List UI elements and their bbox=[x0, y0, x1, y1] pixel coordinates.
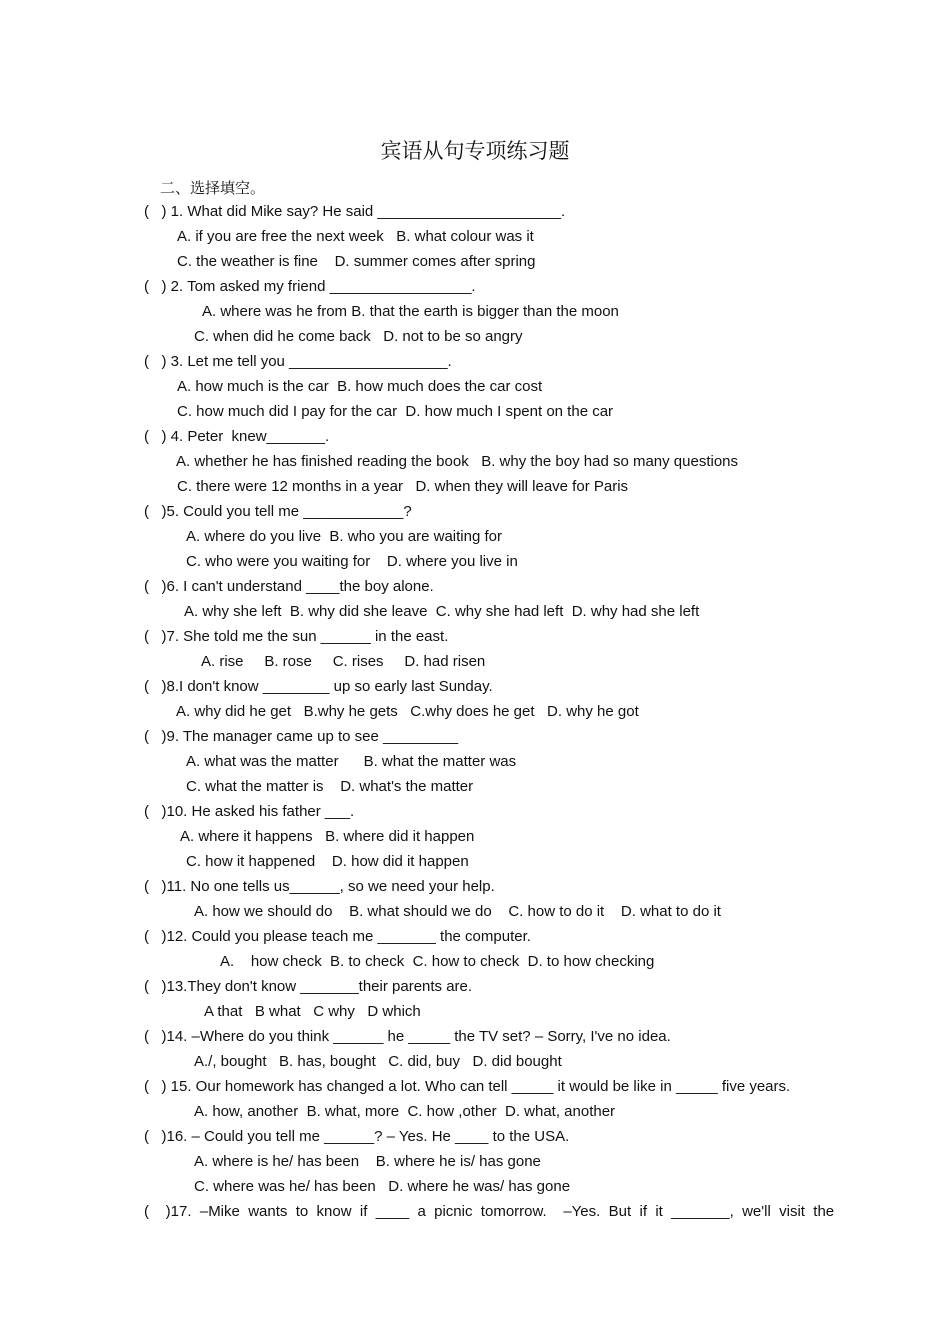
options-15: A. how, another B. what, more C. how ,other D. what, another bbox=[194, 1103, 616, 1120]
options-1b: C. the weather is fine D. summer comes after spring bbox=[177, 253, 536, 270]
options-9b: C. what the matter is D. what's the matter bbox=[186, 778, 474, 795]
page-title: 宾语从句专项练习题 bbox=[380, 139, 570, 163]
question-11: ( )11. No one tells us______, so we need your help. bbox=[144, 878, 495, 895]
question-2: ( ) 2. Tom asked my friend _________________. bbox=[144, 278, 476, 295]
options-2a: A. where was he from B. that the earth is bigger than the moon bbox=[202, 303, 619, 320]
options-6: A. why she left B. why did she leave C. why she had left D. why had she left bbox=[184, 603, 700, 620]
options-12: A. how check B. to check C. how to check D. to how checking bbox=[220, 953, 655, 970]
options-4b: C. there were 12 months in a year D. when they will leave for Paris bbox=[177, 478, 629, 495]
options-14: A./, bought B. has, bought C. did, buy D. did bought bbox=[194, 1053, 562, 1070]
options-10a: A. where it happens B. where did it happen bbox=[180, 828, 475, 845]
options-2b: C. when did he come back D. not to be so angry bbox=[194, 328, 523, 345]
question-8: ( )8.I don't know ________ up so early last Sunday. bbox=[144, 678, 493, 695]
options-3a: A. how much is the car B. how much does the car cost bbox=[177, 378, 543, 395]
question-6: ( )6. I can't understand ____the boy alone. bbox=[144, 578, 434, 595]
question-3: ( ) 3. Let me tell you ___________________. bbox=[144, 353, 452, 370]
options-16b: C. where was he/ has been D. where he was/ has gone bbox=[194, 1178, 571, 1195]
options-7: A. rise B. rose C. rises D. had risen bbox=[201, 653, 486, 670]
question-1: ( ) 1. What did Mike say? He said ______________________. bbox=[144, 203, 566, 220]
question-15: ( ) 15. Our homework has changed a lot. Who can tell _____ it would be like in _____ five years. bbox=[144, 1078, 791, 1095]
question-12: ( )12. Could you please teach me _______ the computer. bbox=[144, 928, 531, 945]
question-13: ( )13.They don't know _______their parents are. bbox=[144, 978, 473, 995]
options-8: A. why did he get B.why he gets C.why does he get D. why he got bbox=[176, 703, 639, 720]
question-7: ( )7. She told me the sun ______ in the east. bbox=[144, 628, 449, 645]
options-1a: A. if you are free the next week B. what colour was it bbox=[177, 228, 534, 245]
options-3b: C. how much did I pay for the car D. how much I spent on the car bbox=[177, 403, 614, 420]
options-13: A that B what C why D which bbox=[204, 1003, 421, 1020]
options-11: A. how we should do B. what should we do C. how to do it D. what to do it bbox=[194, 903, 721, 920]
options-10b: C. how it happened D. how did it happen bbox=[186, 853, 469, 870]
options-5b: C. who were you waiting for D. where you live in bbox=[186, 553, 518, 570]
options-9a: A. what was the matter B. what the matter was bbox=[186, 753, 517, 770]
question-16: ( )16. – Could you tell me ______? – Yes. He ____ to the USA. bbox=[144, 1128, 570, 1145]
options-4a: A. whether he has finished reading the book B. why the boy had so many questions bbox=[176, 453, 739, 470]
question-14: ( )14. –Where do you think ______ he _____ the TV set? – Sorry, I've no idea. bbox=[144, 1028, 671, 1045]
question-10: ( )10. He asked his father ___. bbox=[144, 803, 355, 820]
options-5a: A. where do you live B. who you are waiting for bbox=[186, 528, 502, 545]
question-5: ( )5. Could you tell me ____________? bbox=[144, 503, 412, 520]
options-16a: A. where is he/ has been B. where he is/ has gone bbox=[194, 1153, 541, 1170]
question-9: ( )9. The manager came up to see _________ bbox=[144, 728, 459, 745]
question-17: ( )17. –Mike wants to know if ____ a picnic tomorrow. –Yes. But if it _______, we'll visit the bbox=[144, 1203, 835, 1220]
question-4: ( ) 4. Peter knew_______. bbox=[144, 428, 330, 445]
section-heading: 二、选择填空。 bbox=[160, 179, 266, 197]
